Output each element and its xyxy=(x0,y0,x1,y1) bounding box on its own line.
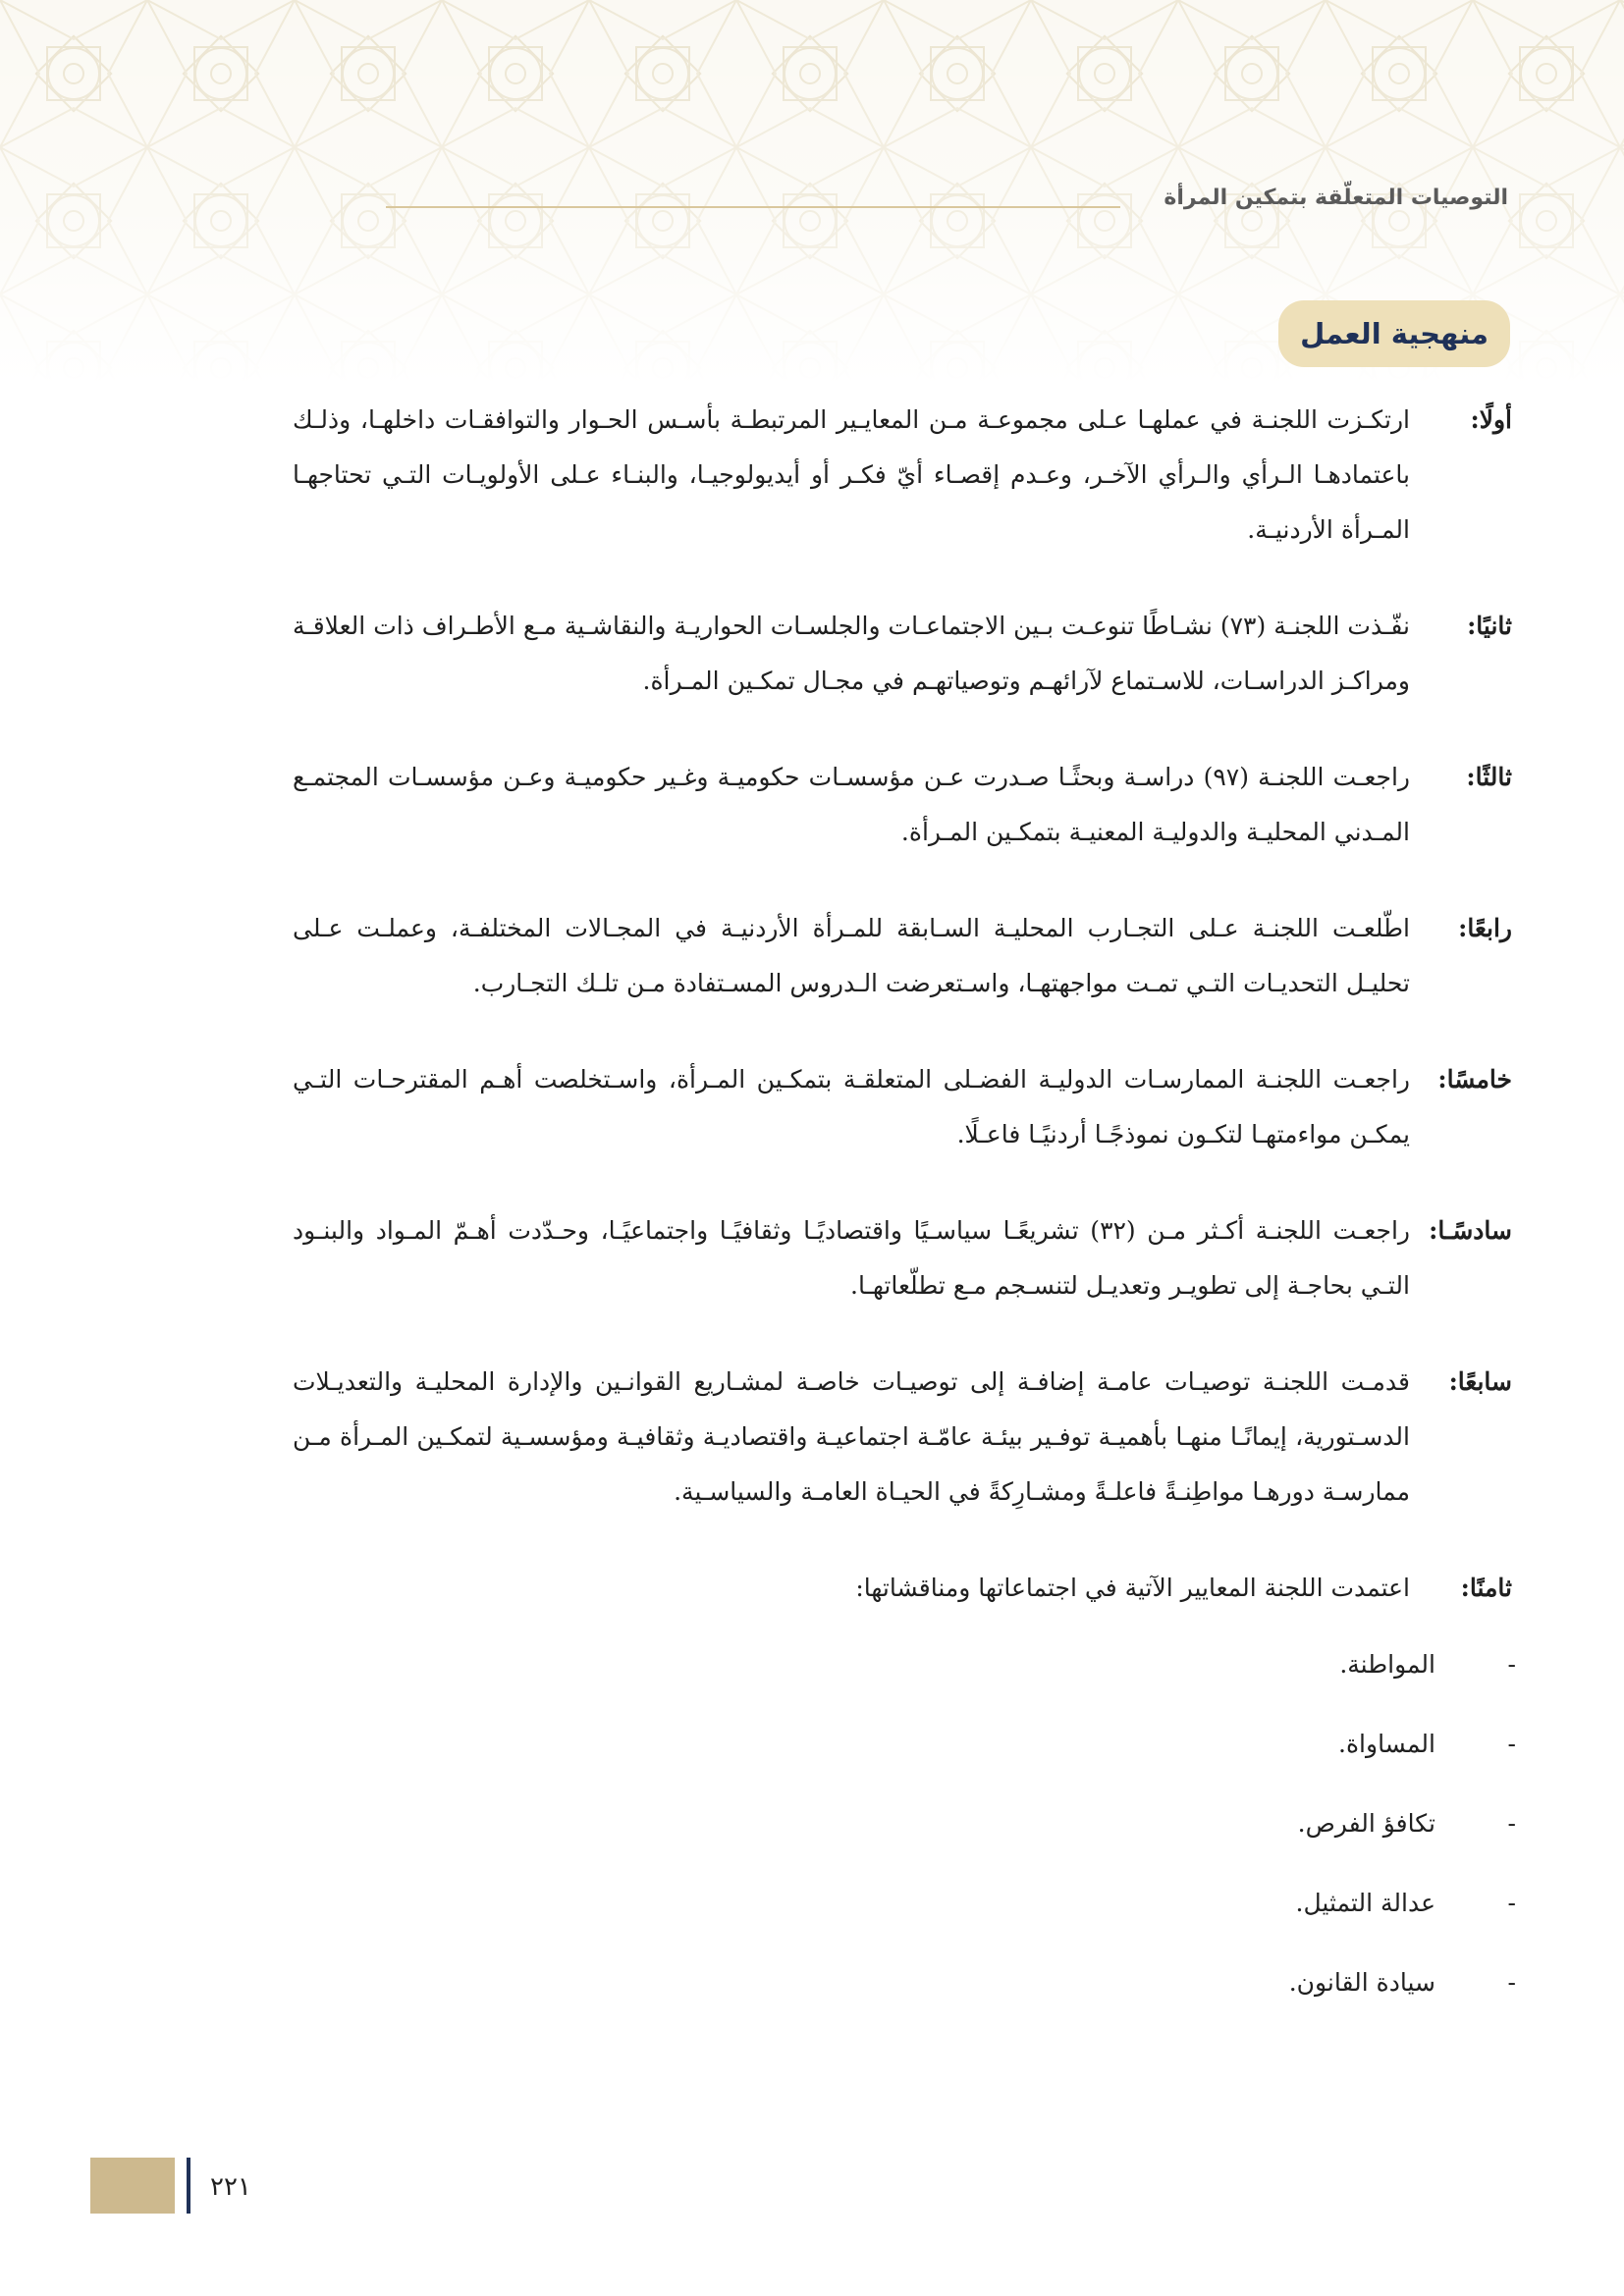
entry-text: اعتمدت اللجنة المعايير الآتية في اجتماعاتها ومناقشاتها: xyxy=(855,1574,1410,1602)
entry-label: سابعًا: xyxy=(1448,1367,1512,1396)
page-number: ٢٢١ xyxy=(210,2172,251,2202)
header-divider xyxy=(386,206,1120,208)
running-header-title: التوصيات المتعلّقة بتمكين المرأة xyxy=(1164,186,1508,210)
entry-text: راجعـت اللجنـة (٩٧) دراسـة وبحثًـا صـدرت عـن مؤسسـات حكوميـة وغـير حكوميـة وعـن مؤسسـات المجتمـع المـدني المحليـة والدوليـة المعنيـة بتمكـين المـرأة. xyxy=(293,763,1410,846)
list-item xyxy=(293,1876,1516,1931)
entry-third xyxy=(293,750,1512,860)
entry-first xyxy=(293,393,1512,558)
entry-seventh xyxy=(293,1355,1512,1520)
entry-label: أولًا: xyxy=(1470,405,1512,434)
criteria-list xyxy=(293,1637,1516,2010)
entry-label: رابعًا: xyxy=(1458,914,1512,942)
entry-second xyxy=(293,599,1512,709)
list-item-text: المواطنة. xyxy=(1339,1650,1435,1679)
list-item-text: المساواة. xyxy=(1338,1730,1435,1758)
entry-label: ثامنًا: xyxy=(1460,1574,1512,1602)
list-item xyxy=(293,1955,1516,2010)
entry-text: ارتكـزت اللجنـة في عملهـا عـلى مجموعـة مـن المعايـير المرتبطـة بأسـس الحـوار والتوافقـات داخلهـا، وذلـك باعتمادهـا الـرأي والـرأي الآخـر، وعـدم إقصـاء أيّ فكـر أو أيديولوجيـا، والبنـاء عـلى الأولويـات التـي تحتاجهـا المـرأة الأردنيـة. xyxy=(293,405,1410,544)
page-footer xyxy=(90,2158,287,2216)
entry-label: ثانيًا: xyxy=(1467,612,1512,640)
entry-text: راجعـت اللجنـة الممارسـات الدوليـة الفضـلى المتعلقـة بتمكـين المـرأة، واسـتخلصت أهـم المقترحـات التـي يمكـن مواءمتهـا لتكـون نموذجًـا أردنيًـا فاعـلًا. xyxy=(293,1065,1410,1148)
list-bullet-dash: - xyxy=(1507,1650,1516,1679)
list-bullet-dash: - xyxy=(1507,1968,1516,1997)
entry-fourth xyxy=(293,901,1512,1011)
list-bullet-dash: - xyxy=(1507,1730,1516,1758)
methodology-content xyxy=(293,393,1516,2035)
list-bullet-dash: - xyxy=(1507,1809,1516,1838)
list-bullet-dash: - xyxy=(1507,1889,1516,1917)
list-item-text: عدالة التمثيل. xyxy=(1295,1889,1435,1917)
footer-divider-bar xyxy=(187,2158,190,2214)
list-item-text: سيادة القانون. xyxy=(1288,1968,1435,1997)
list-item xyxy=(293,1717,1516,1772)
entry-label: ثالثًا: xyxy=(1466,763,1512,791)
entry-sixth xyxy=(293,1203,1512,1313)
entry-eighth xyxy=(293,1561,1512,1616)
entry-label: خامسًا: xyxy=(1437,1065,1512,1094)
entry-text: راجعـت اللجنـة أكـثر مـن (٣٢) تشريعًـا سياسـيًا واقتصاديًـا وثقافيًـا واجتماعيًـا، وحـدّدت أهـمّ المـواد والبنـود التـي بحاجـة إلى تطويـر وتعديـل لتنسـجم مـع تطلّعاتهـا. xyxy=(293,1216,1411,1300)
entry-fifth xyxy=(293,1052,1512,1162)
entry-label: سادسًـا: xyxy=(1429,1216,1512,1245)
list-item xyxy=(293,1637,1516,1692)
entry-text: قدمـت اللجنـة توصيـات عامـة إضافـة إلى توصيـات خاصـة لمشـاريع القوانـين والإدارة المحليـة والتعديـلات الدسـتورية، إيمانًـا منهـا بأهميـة توفـير بيئـة عامّـة اجتماعيـة واقتصاديـة وثقافيـة ومؤسسـية لتمكـين المـرأة مـن ممارسـة دورهـا مواطِنـةً فاعلـةً ومشـارِكةً في الحيـاة العامـة والسياسـية. xyxy=(293,1367,1410,1506)
footer-accent-block xyxy=(90,2158,175,2214)
list-item xyxy=(293,1796,1516,1851)
entry-text: نفّـذت اللجنـة (٧٣) نشـاطًا تنوعـت بـين الاجتماعـات والجلسـات الحواريـة والنقاشـية مـع الأطـراف ذات العلاقـة ومراكـز الدراسـات، للاسـتماع لآرائهـم وتوصياتهـم في مجـال تمكـين المـرأة. xyxy=(293,612,1410,695)
running-header xyxy=(192,179,1508,218)
entry-text: اطّلعـت اللجنـة عـلى التجـارب المحليـة السـابقة للمـرأة الأردنيـة في المجـالات المختلفـة، وعملـت عـلى تحليـل التحديـات التـي تمـت مواجهتهـا، واسـتعرضت الـدروس المسـتفادة مـن تلـك التجـارب. xyxy=(293,914,1410,997)
list-item-text: تكافؤ الفرص. xyxy=(1297,1809,1435,1838)
section-title: منهجية العمل xyxy=(1278,300,1510,367)
